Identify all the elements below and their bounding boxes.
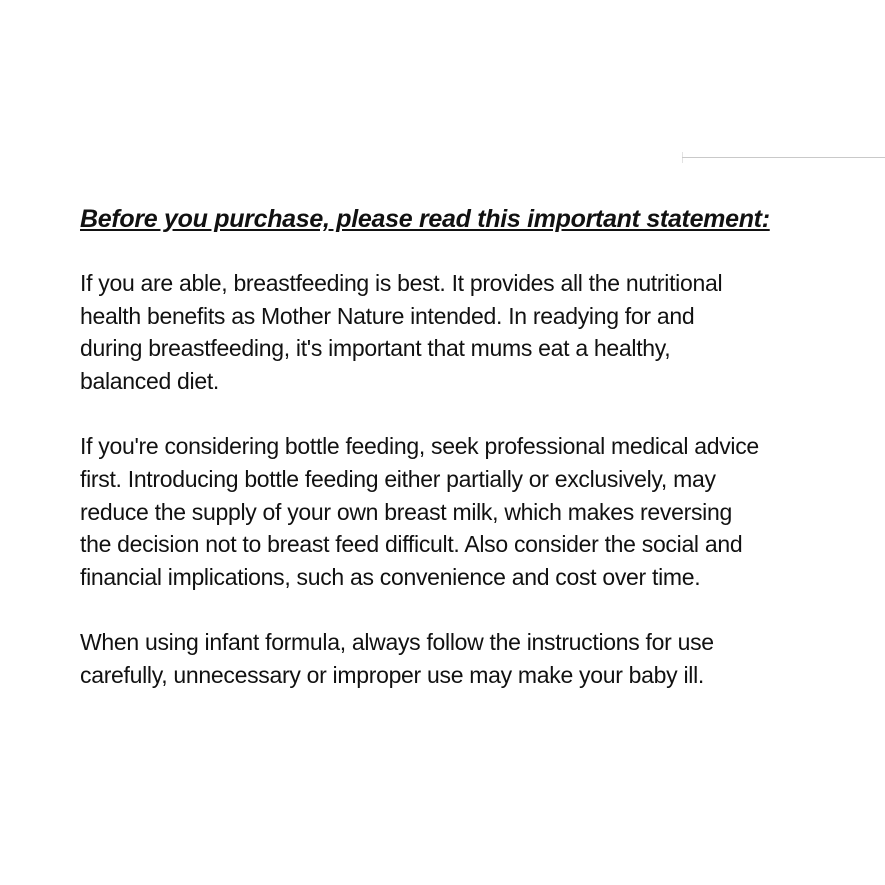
- text-line: balanced diet.: [80, 367, 220, 394]
- text-line: reduce the supply of your own breast milk, which makes reversing: [80, 498, 732, 525]
- text-line: financial implications, such as convenience and cost over time.: [80, 563, 701, 590]
- text-line: When using infant formula, always follow the instructions for use: [80, 629, 714, 656]
- paragraph-bottle-feeding-advice: [80, 430, 855, 593]
- text-line: health benefits as Mother Nature intended. In readying for and: [80, 302, 695, 329]
- paragraph-infant-formula-instructions: [80, 626, 855, 691]
- faint-horizontal-rule: [682, 157, 885, 158]
- text-line: If you're considering bottle feeding, seek professional medical advice: [80, 433, 759, 460]
- statement-heading: Before you purchase, please read this important statement:: [80, 205, 770, 233]
- text-line: first. Introducing bottle feeding either partially or exclusively, may: [80, 465, 716, 492]
- statement-content: [80, 203, 855, 725]
- text-line: carefully, unnecessary or improper use may make your baby ill.: [80, 661, 704, 688]
- text-line: the decision not to breast feed difficult. Also consider the social and: [80, 531, 743, 558]
- text-line: If you are able, breastfeeding is best. It provides all the nutritional: [80, 270, 723, 296]
- text-line: during breastfeeding, it's important that mums eat a healthy,: [80, 335, 671, 362]
- paragraph-breastfeeding-best: [80, 267, 855, 397]
